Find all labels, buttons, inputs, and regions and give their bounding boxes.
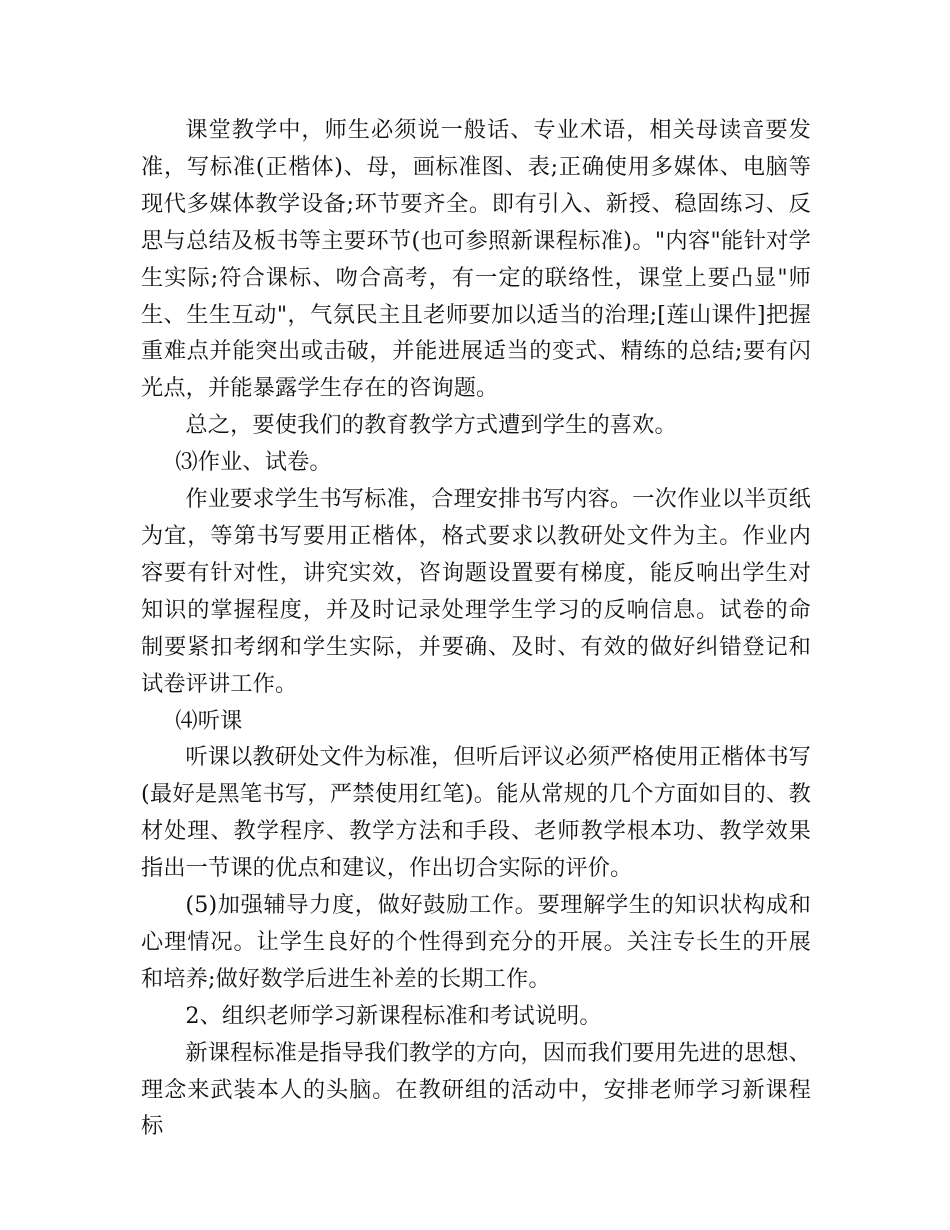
section-heading-homework: ⑶作业、试卷。 bbox=[175, 449, 332, 476]
paragraph-curriculum-standards: 新课程标准是指导我们教学的方向，因而我们要用先进的思想、理念来武装本人的头脑。在教研组的活动中，安排老师学习新课程标 bbox=[141, 1039, 811, 1140]
section-heading-lesson-observation: ⑷听课 bbox=[175, 707, 243, 734]
paragraph-tutoring: (5)加强辅导力度，做好鼓励工作。要理解学生的知识状构成和心理情况。让学生良好的个性得到充分的开展。关注专长生的开展和培养;做好数学后进生补差的长期工作。 bbox=[141, 892, 811, 992]
paragraph-homework: 作业要求学生书写标准，合理安排书写内容。一次作业以半页纸为宜，等第书写要用正楷体，格式要求以教研处文件为主。作业内容要有针对性，讲究实效，咨询题设置要有梯度，能反响出学生对知识的掌握程度，并及时记录处理学生学习的反响信息。试卷的命制要紧扣考纲和学生实际，并要确、及时、有效的做好纠错登记和试卷评讲工作。 bbox=[141, 486, 811, 697]
document-body bbox=[141, 112, 811, 1145]
paragraph-item-2-heading: 2、组织老师学习新课程标准和考试说明。 bbox=[185, 1002, 602, 1029]
paragraph-summary: 总之，要使我们的教育教学方式遭到学生的喜欢。 bbox=[185, 412, 677, 439]
paragraph-lesson-observation: 听课以教研处文件为标准，但听后评议必须严格使用正楷体书写(最好是黑笔书写，严禁使用红笔)。能从常规的几个方面如目的、教材处理、教学程序、教学方法和手段、老师教学根本功、教学效果指出一节课的优点和建议，作出切合实际的评价。 bbox=[141, 744, 811, 882]
paragraph-classroom-teaching: 课堂教学中，师生必须说一般话、专业术语，相关母读音要发准，写标准(正楷体)、母，画标准图、表;正确使用多媒体、电脑等现代多媒体教学设备;环节要齐全。即有引入、新授、稳固练习、反思与总结及板书等主要环节(也可参照新课程标准)。"内容"能针对学生实际;符合课标、吻合高考，有一定的联络性，课堂上要凸显"师生、生生互动"，气氛民主且老师要加以适当的治理;[莲山课件]把握重难点并能突出或击破，并能进展适当的变式、精练的总结;要有闪光点，并能暴露学生存在的咨询题。 bbox=[141, 117, 811, 402]
